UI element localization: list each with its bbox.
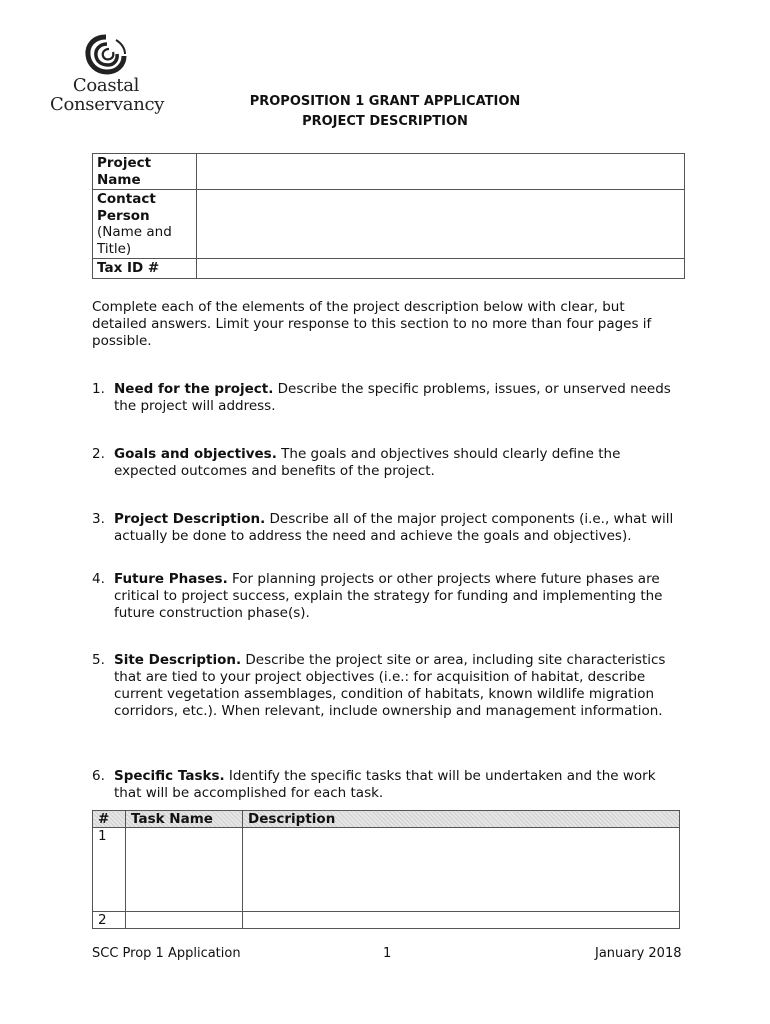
task-name-field[interactable] — [126, 912, 243, 929]
logo-line-2: Conservancy — [50, 94, 165, 115]
item-number: 3. — [92, 511, 105, 527]
document-title: PROPOSITION 1 GRANT APPLICATION — [249, 94, 521, 109]
item-number: 5. — [92, 652, 105, 668]
list-item — [92, 511, 682, 545]
table-row — [93, 259, 685, 279]
contact-person-label: Contact Person — [97, 191, 156, 224]
task-number: 2 — [93, 912, 126, 929]
item-text: Identify the specific tasks that will be undertaken and the work that will be accomplished for each task. — [114, 768, 656, 801]
tax-id-label: Tax ID # — [97, 260, 160, 276]
list-item — [92, 652, 682, 720]
item-heading: Goals and objectives. — [114, 446, 277, 462]
item-text: The goals and objectives should clearly define the expected outcomes and benefits of the project. — [114, 446, 621, 479]
column-header-description: Description — [243, 811, 680, 828]
tasks-table — [92, 810, 680, 929]
task-description-field[interactable] — [243, 912, 680, 929]
contact-person-field[interactable] — [197, 190, 685, 259]
coastal-conservancy-swirl-icon — [83, 34, 129, 76]
document-subtitle: PROJECT DESCRIPTION — [302, 114, 468, 129]
list-item — [92, 571, 682, 622]
task-description-field[interactable] — [243, 828, 680, 912]
project-name-field[interactable] — [197, 154, 685, 190]
footer-date: January 2018 — [595, 946, 682, 961]
table-header-row — [93, 811, 680, 828]
footer-page-number: 1 — [383, 946, 392, 961]
project-name-label: Project Name — [97, 155, 152, 188]
item-text: For planning projects or other projects where future phases are critical to project success, explain the strategy for funding and implementing the future construction phase(s). — [114, 571, 663, 621]
tax-id-field[interactable] — [197, 259, 685, 279]
item-number: 2. — [92, 446, 105, 462]
item-heading: Specific Tasks. — [114, 768, 225, 784]
project-info-table — [92, 153, 685, 279]
column-header-task-name: Task Name — [126, 811, 243, 828]
table-row — [93, 190, 685, 259]
item-number: 6. — [92, 768, 105, 784]
table-row — [93, 828, 680, 912]
logo-line-1: Coastal — [72, 75, 140, 96]
list-item — [92, 381, 682, 415]
task-name-field[interactable] — [126, 828, 243, 912]
item-number: 1. — [92, 381, 105, 397]
item-number: 4. — [92, 571, 105, 587]
item-text: Describe the specific problems, issues, or unserved needs the project will address. — [114, 381, 671, 414]
item-text: Describe the project site or area, including site characteristics that are tied to your project objectives (i.e.: for acquisition of habitat, describe current vegetation assemblages, condition of habitats, known wildlife migration corridors, etc.). When relevant, include ownership and management information. — [114, 652, 666, 719]
list-item — [92, 768, 682, 802]
item-heading: Need for the project. — [114, 381, 274, 397]
contact-person-sublabel: (Name and Title) — [97, 224, 172, 257]
table-row — [93, 154, 685, 190]
column-header-number: # — [93, 811, 126, 828]
list-item — [92, 446, 682, 480]
item-text: Describe all of the major project components (i.e., what will actually be done to address the need and achieve the goals and objectives). — [114, 511, 674, 544]
coastal-conservancy-logo — [50, 34, 165, 115]
task-number: 1 — [93, 828, 126, 912]
item-heading: Future Phases. — [114, 571, 228, 587]
footer-document-name: SCC Prop 1 Application — [92, 946, 241, 961]
item-heading: Site Description. — [114, 652, 242, 668]
table-row — [93, 912, 680, 929]
item-heading: Project Description. — [114, 511, 266, 527]
instructions-paragraph: Complete each of the elements of the project description below with clear, but detailed answers. Limit your response to this section to no more than four pages if possible. — [92, 299, 652, 349]
